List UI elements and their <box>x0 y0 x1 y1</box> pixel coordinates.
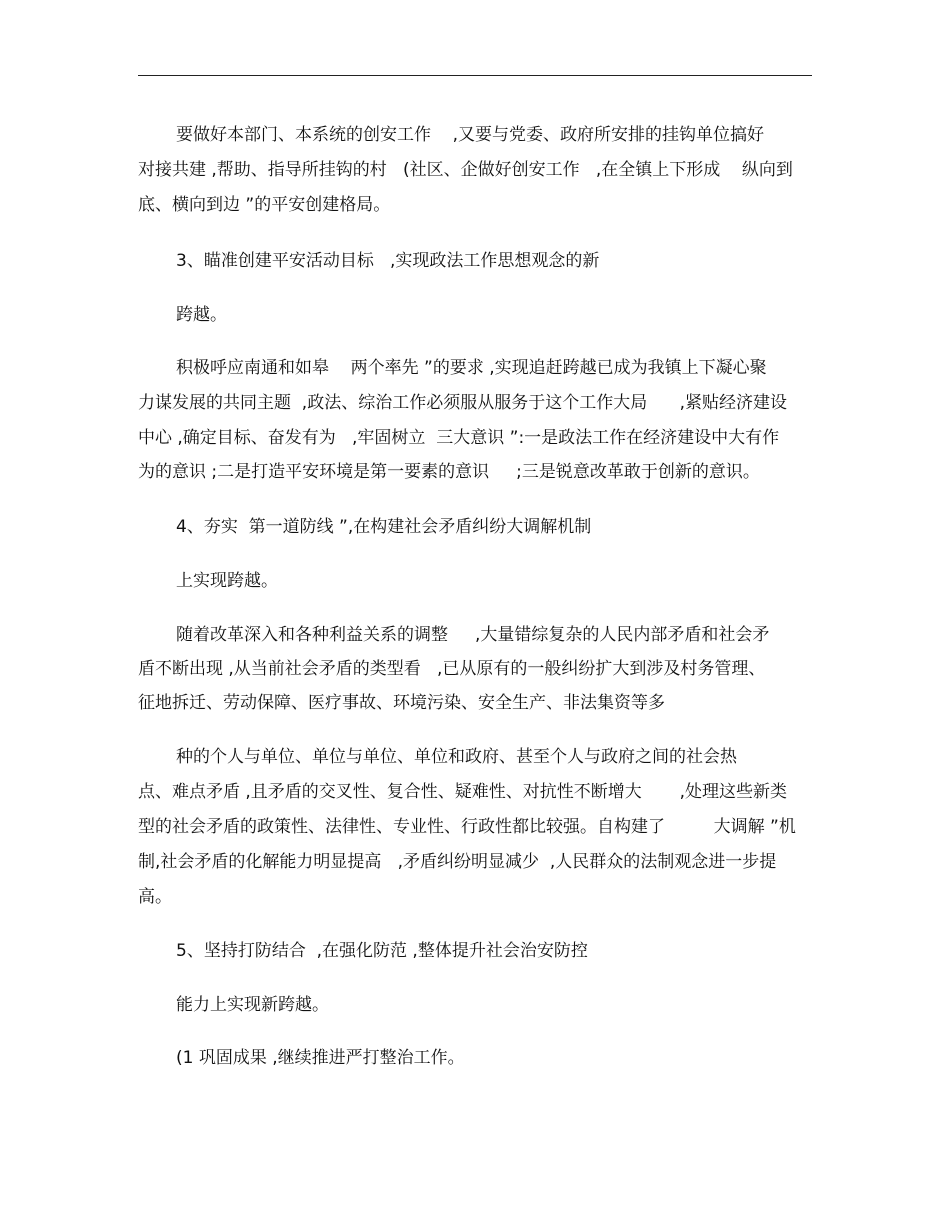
paragraph-line: 高。 <box>138 887 172 907</box>
subsection-heading: (1 巩固成果 ,继续推进严打整治工作。 <box>176 1048 465 1068</box>
paragraph-line: 力谋发展的共同主题 ,政法、综治工作必须服从服务于这个工作大局 ,紧贴经济建设 <box>138 393 788 413</box>
paragraph-line: 要做好本部门、本系统的创安工作 ,又要与党委、政府所安排的挂钩单位搞好 <box>176 125 765 145</box>
paragraph-line: 积极呼应南通和如皋 两个率先 ”的要求 ,实现追赶跨越已成为我镇上下凝心聚 <box>176 358 767 378</box>
paragraph-line: 盾不断出现 ,从当前社会矛盾的类型看 ,已从原有的一般纠纷扩大到涉及村务管理、 <box>138 659 766 679</box>
header-rule <box>138 75 812 76</box>
section-heading: 3、瞄准创建平安活动目标 ,实现政法工作思想观念的新 <box>176 251 600 271</box>
paragraph-line: 底、横向到边 ”的平安创建格局。 <box>138 195 391 215</box>
paragraph-line: 种的个人与单位、单位与单位、单位和政府、甚至个人与政府之间的社会热 <box>176 747 737 767</box>
paragraph-line: 型的社会矛盾的政策性、法律性、专业性、行政性都比较强。自构建了 大调解 ”机 <box>138 817 796 837</box>
section-heading-cont: 能力上实现新跨越。 <box>176 995 329 1015</box>
section-heading-cont: 上实现跨越。 <box>176 571 278 591</box>
paragraph-line: 中心 ,确定目标、奋发有为 ,牢固树立 三大意识 ”:一是政法工作在经济建设中大有作 <box>138 428 780 448</box>
paragraph-line: 点、难点矛盾 ,且矛盾的交叉性、复合性、疑难性、对抗性不断增大 ,处理这些新类 <box>138 782 788 802</box>
section-heading-cont: 跨越。 <box>176 305 227 325</box>
paragraph-line: 制,社会矛盾的化解能力明显提高 ,矛盾纠纷明显减少 ,人民群众的法制观念进一步提 <box>138 852 777 872</box>
paragraph-line: 随着改革深入和各种利益关系的调整 ,大量错综复杂的人民内部矛盾和社会矛 <box>176 625 770 645</box>
section-heading: 4、夯实 第一道防线 ”,在构建社会矛盾纠纷大调解机制 <box>176 517 592 537</box>
paragraph-line: 对接共建 ,帮助、指导所挂钩的村 (社区、企做好创安工作 ,在全镇上下形成 纵向到 <box>138 160 793 180</box>
paragraph-line: 为的意识 ;二是打造平安环境是第一要素的意识 ;三是锐意改革敢于创新的意识。 <box>138 462 760 482</box>
section-heading: 5、坚持打防结合 ,在强化防范 ,整体提升社会治安防控 <box>176 941 588 961</box>
paragraph-line: 征地拆迁、劳动保障、医疗事故、环境污染、安全生产、非法集资等多 <box>138 693 665 713</box>
